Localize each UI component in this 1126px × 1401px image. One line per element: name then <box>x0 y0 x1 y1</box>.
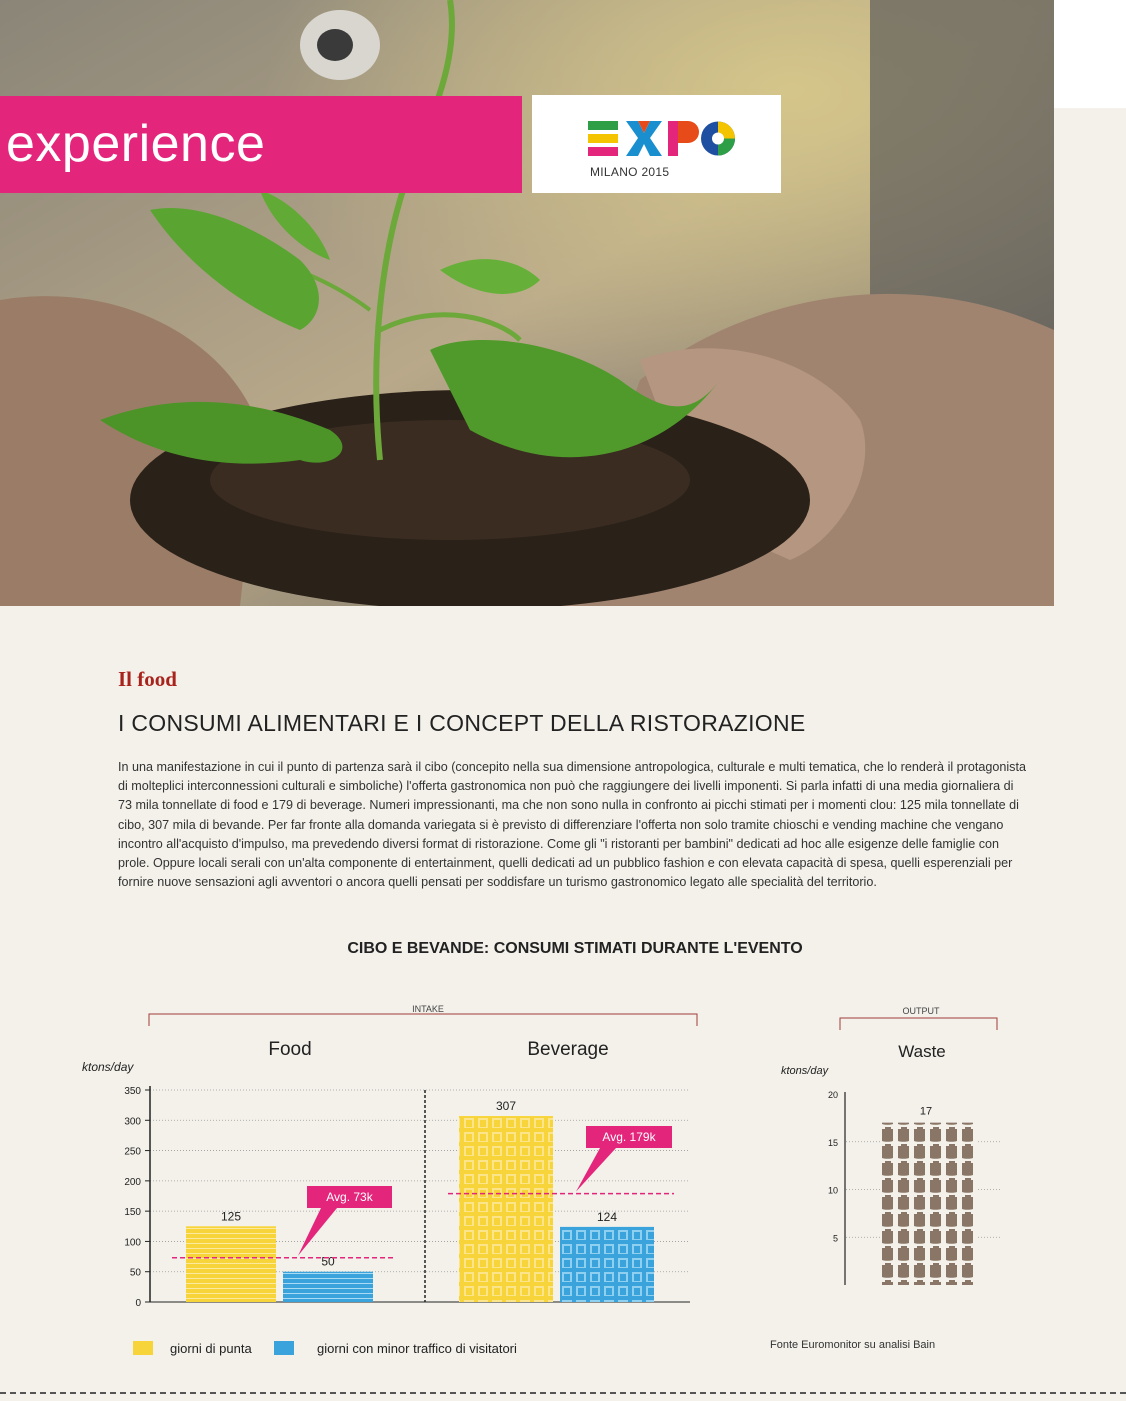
output-header: OUTPUT <box>902 1006 940 1016</box>
legend-label-peak: giorni di punta <box>170 1341 252 1356</box>
y-tick-label: 250 <box>124 1146 141 1158</box>
intake-bracket <box>149 1004 697 1026</box>
y-tick-label: 350 <box>124 1086 141 1097</box>
page-margin-strip <box>1054 0 1126 108</box>
expo-logo-card <box>532 95 781 193</box>
y-tick-label: 100 <box>124 1237 141 1249</box>
beverage-peak-bar-value-label: 307 <box>495 1099 517 1114</box>
experience-banner <box>0 96 522 193</box>
output-bracket <box>840 1006 997 1030</box>
beverage-panel-title: Beverage <box>527 1039 609 1060</box>
food-peak-bar-value-label: 125 <box>220 1209 242 1224</box>
food-low-bar-value-label: 50 <box>321 1254 335 1269</box>
expo-logo-icon <box>588 121 738 161</box>
waste-panel-title: Waste <box>898 1042 946 1061</box>
beverage-low-bar-value-label: 124 <box>596 1209 618 1224</box>
expo-logo-subtitle: MILANO 2015 <box>590 165 670 179</box>
waste-y-tick-label: 15 <box>827 1137 838 1148</box>
beverage-low-bar <box>560 1227 654 1302</box>
hands-with-seedling-image <box>0 0 1054 606</box>
beverage-peak-bar <box>459 1116 553 1302</box>
food-peak-bar <box>186 1226 276 1302</box>
legend-swatch-low <box>274 1341 294 1355</box>
waste-bar <box>880 1123 976 1285</box>
waste-bar-value-label: 17 <box>919 1105 933 1118</box>
beverage-average-label: Avg. 179k <box>602 1130 656 1144</box>
y-tick-label: 300 <box>124 1116 141 1128</box>
y-tick-label: 0 <box>135 1298 141 1309</box>
y-tick-label: 150 <box>124 1207 141 1219</box>
food-low-bar <box>283 1272 373 1302</box>
intake-header: INTAKE <box>412 1004 444 1014</box>
page-bottom-rule <box>0 1392 1126 1394</box>
food-panel-title: Food <box>268 1039 312 1060</box>
section-label: Il food <box>118 667 177 691</box>
source-note: Fonte Euromonitor su analisi Bain <box>770 1339 936 1351</box>
y-tick-label: 200 <box>124 1176 141 1188</box>
legend-swatch-peak <box>133 1341 153 1355</box>
article-body: In una manifestazione in cui il punto di partenza sarà il cibo (concepito nella sua dimensione antropologica, culturale e multi tematica, che lo renderà il protagonista di molteplici interconnessioni culturali e simboliche) l'offerta gastronomica non può che raggiungere dei livelli imponenti. Si parla infatti di una media giornaliera di 73 mila tonnellate di food e 179 di beverage. Numeri impressionanti, ma che non sono nulla in confronto ai picchi stimati per i momenti clou: 125 mila tonnellate di cibo, 307 mila di bevande. Per far fronte alla domanda variegata si è previsto di differenziare l'offerta non solo tramite chioschi e vending machine che vengano incontro all'acquisto d'impulso, ma prevedendo diversi format di ristorazione. Come gli "i ristoranti per bambini" dedicati ad hoc alle esigenze delle famiglie con prole. Oppure locali serali con un'alta componente di entertainment, quelli dedicati ad un pubblico fashion e con elevata capacità di spesa, quelli esperenziali per fornire nuove sensazioni agli avventori o ancora quelli pensati per soddisfare un turismo gastronomico legato alle specialità del territorio. <box>118 760 1026 890</box>
waste-y-axis-label: ktons/day <box>781 1065 829 1077</box>
article-headline: I CONSUMI ALIMENTARI E I CONCEPT DELLA RISTORAZIONE <box>118 710 806 736</box>
consumption-chart <box>0 990 1126 1330</box>
chart-title: CIBO E BEVANDE: CONSUMI STIMATI DURANTE L'EVENTO <box>347 940 803 957</box>
experience-text: experience <box>6 115 266 173</box>
waste-bars <box>880 1106 976 1285</box>
hero-photo <box>0 0 1054 606</box>
legend-label-low: giorni con minor traffico di visitatori <box>317 1341 517 1356</box>
waste-y-tick-label: 5 <box>832 1233 838 1244</box>
y-tick-label: 50 <box>129 1267 141 1279</box>
food-y-axis-label: ktons/day <box>82 1060 134 1074</box>
food-average-label: Avg. 73k <box>326 1190 373 1204</box>
waste-y-tick-label: 10 <box>827 1185 838 1196</box>
waste-y-tick-label: 20 <box>827 1090 838 1100</box>
